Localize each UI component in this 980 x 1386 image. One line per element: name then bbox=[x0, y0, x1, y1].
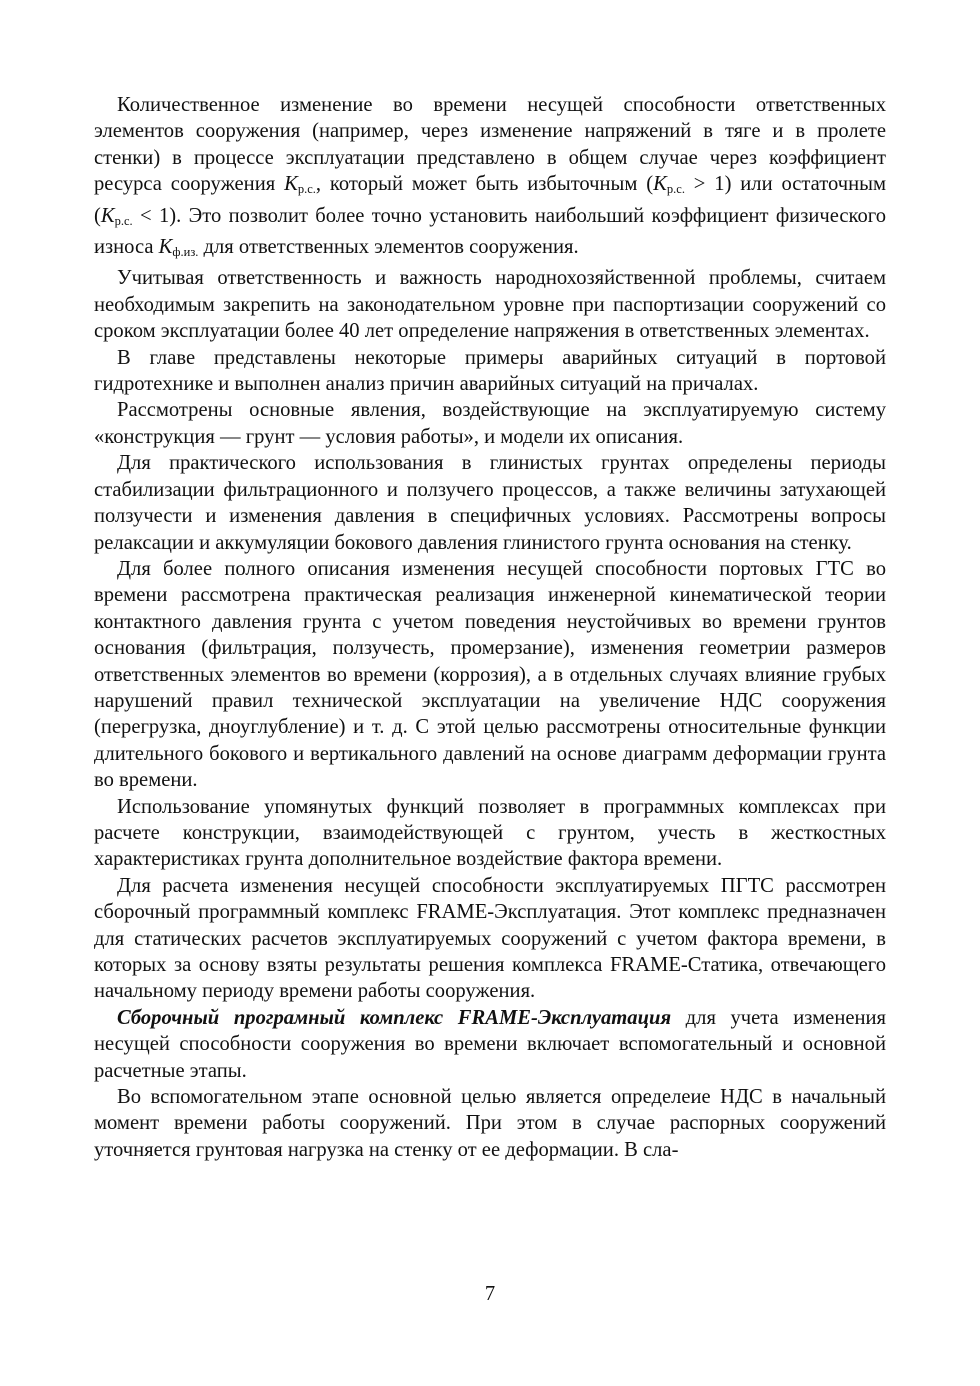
coefficient-k-rs: $K_{р.с.}$ bbox=[653, 173, 685, 197]
coefficient-k-rs: $K_{р.с.}$ bbox=[284, 173, 316, 197]
paragraph-9: Сборочный програмный комплекс FRAME-Эксплуатация для учета изменения несущей способности сооружения во времени включает вспомогательный и основной расчетные этапы. bbox=[94, 1006, 886, 1082]
paragraph-4: Рассмотрены основные явления, воздействующие на эксплуатируемую систему «конструкция — грунт — условия работы», и модели их описания. bbox=[94, 399, 886, 448]
emphasized-term: Сборочный програмный комплекс FRAME-Эксплуатация bbox=[117, 1006, 672, 1029]
document-body bbox=[94, 92, 886, 1163]
page-number: 7 bbox=[484, 1283, 496, 1305]
paragraph-2: Учитывая ответственность и важность народнохозяйственной проблемы, считаем необходимым закрепить на законодательном уровне при паспортизации сооружений со сроком эксплуатации более 40 лет определение напряжения в ответственных элементах. bbox=[94, 267, 886, 343]
coefficient-k-fiz: $K_{ф.из.}$ bbox=[158, 236, 199, 260]
paragraph-8: Для расчета изменения несущей способности эксплуатируемых ПГТС рассмотрен сборочный программный комплекс FRAME-Эксплуатация. Этот комплекс предназначен для статических расчетов эксплуатируемых сооружений с учетом фактора времени, в которых за основу взяты результаты решения комплекса FRAME-Статика, отвечающего начальному периоду времени работы сооружения. bbox=[94, 874, 886, 1003]
paragraph-3: В главе представлены некоторые примеры аварийных ситуаций в портовой гидротехнике и выполнен анализ причин аварийных ситуаций на причалах. bbox=[94, 346, 886, 396]
paragraph-1: Количественное изменение во времени несущей способности ответственных элементов сооружения (например, через изменение напряжений в тяге и в пролете стенки) в процессе эксплуатации представлено в общем случае через коэффициент ресурса сооружения $K_{р.с.}$, который может быть избыточным $(K_{р.с.} > 1)$ или остаточным $(K_{р.с.} < 1)$. Это позволит более точно установить наибольший коэффициент физического износа $K_{ф.из.}$ для ответственных элементов сооружения. bbox=[94, 94, 886, 260]
paragraph-6: Для более полного описания изменения несущей способности портовых ГТС во времени рассмотрена практическая реализация инженерной кинематической теории контактного давления грунта с учетом поведения неустойчивых во времени грунтов основания (фильтрация, ползучесть, промерзание), изменения геометрии размеров ответственных элементов во времени (коррозия), а в отдельных случаях влияние грубых нарушений правил технической эксплуатации на увеличение НДС сооружения (перегрузка, дноуглубление) и т. д. С этой целью рассмотрены относительные функции длительного бокового и вертикального давлений на основе диаграмм деформации грунта во времени. bbox=[94, 557, 886, 792]
paragraph-10: Во вспомогательном этапе основной целью является определеие НДС в начальный момент времени работы сооружений. При этом в случае распорных сооружений уточняется грунтовая нагрузка на стенку от ее деформации. В сла- bbox=[94, 1086, 886, 1161]
paragraph-5: Для практического использования в глинистых грунтах определены периоды стабилизации фильтрационного и ползучего процессов, а также величины затухающей ползучести и изменения давления в специфичных условиях. Рассмотрены вопросы релаксации и аккумуляции бокового давления глинистого грунта основания на стенку. bbox=[94, 452, 886, 554]
paragraph-7: Использование упомянутых функций позволяет в программных комплексах при расчете конструкции, взаимодействующей с грунтом, учесть в жесткостных характеристиках грунта дополнительное воздействие фактора времени. bbox=[94, 795, 886, 871]
coefficient-k-rs: $K_{р.с.}$ bbox=[100, 204, 133, 228]
